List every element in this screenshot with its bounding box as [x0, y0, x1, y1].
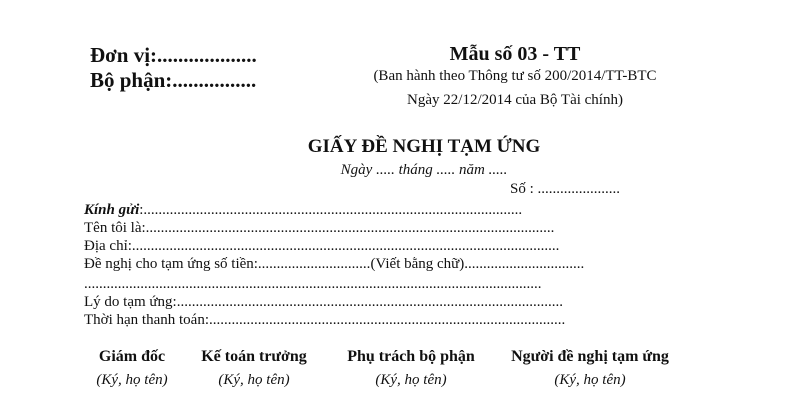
signature-note: (Ký, họ tên) [96, 372, 168, 388]
date-line: Ngày ..... tháng ..... năm ..... [340, 162, 508, 178]
signature-requester [495, 348, 685, 389]
signature-chief-accountant [186, 348, 322, 389]
issued-line-1: (Ban hành theo Thông tư số 200/2014/TT-BTC [373, 68, 657, 84]
form-number: Mẫu số 03 - TT [449, 43, 581, 65]
blank-line: .......................................................................................................................... [84, 276, 542, 292]
due-line: Thời hạn thanh toán:............................................................................................... [84, 312, 566, 328]
request-line [84, 256, 584, 273]
signature-title: Phụ trách bộ phận [347, 348, 475, 365]
name-line: Tên tôi là:............................................................................................................. [84, 220, 555, 236]
recipient-line [84, 202, 522, 219]
issued-line-2: Ngày 22/12/2014 của Bộ Tài chính) [407, 92, 623, 108]
request-prefix: Đề nghị cho tạm ứng số tiền:.............................. [84, 256, 371, 272]
signature-note: (Ký, họ tên) [375, 372, 447, 388]
signature-department-head [335, 348, 487, 389]
signature-title: Giám đốc [98, 348, 166, 365]
signature-director [82, 348, 182, 389]
recipient-label: Kính gửi [84, 202, 140, 218]
page-title: GIẤY ĐỀ NGHỊ TẠM ỨNG [307, 136, 541, 157]
signature-title: Kế toán trưởng [201, 348, 307, 365]
recipient-dots: :..................................................................................................... [139, 202, 523, 218]
address-line: Địa chỉ:.................................................................................................................. [84, 238, 560, 254]
document-number: Số : ...................... [510, 181, 621, 197]
unit-label: Đơn vị:................... [90, 43, 257, 67]
department-label: Bộ phận:................ [90, 68, 257, 92]
signature-note: (Ký, họ tên) [554, 372, 626, 388]
signature-note: (Ký, họ tên) [218, 372, 290, 388]
signature-title: Người đề nghị tạm ứng [511, 348, 669, 365]
reason-line: Lý do tạm ứng:....................................................................................................... [84, 294, 563, 310]
request-suffix: (Viết bằng chữ)................................ [370, 256, 585, 272]
